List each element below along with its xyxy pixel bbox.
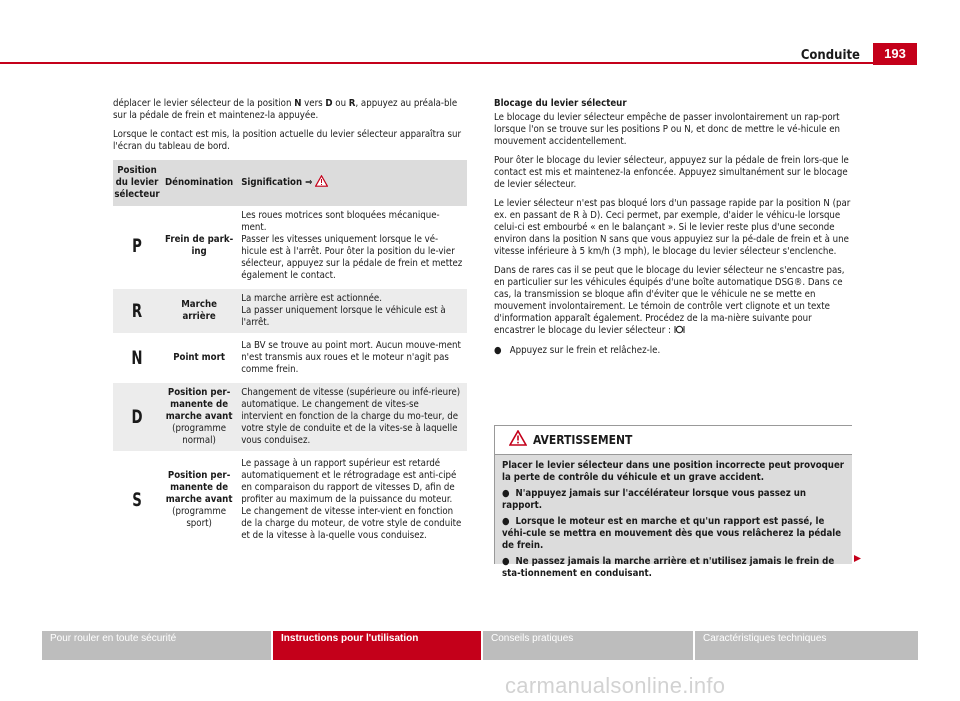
table-row	[113, 453, 467, 548]
col-meaning-header: Signification ⇒	[237, 160, 467, 206]
blocking-paragraph-3: Le levier sélecteur n'est pas bloqué lors d'un passage rapide par la position N (par ex. en passant de R à D). Ceci permet, par exemple, d'aider le véhicu-le lorsque celui-ci est embourbé « en le balançant ». Si le levier reste plus d'une seconde environ dans la position N sans que vous appuyiez sur la pé-dale de frein et à une vitesse inférieure à 5 km/h (3 mph), le blocage du levier sélecteur s'enclenche.	[494, 198, 851, 257]
col-name-header: Dénomination	[161, 160, 237, 206]
gear-name	[161, 206, 237, 288]
table-row	[113, 335, 467, 382]
table-row	[113, 206, 467, 288]
gear-name-sub: (programme normal)	[172, 423, 227, 446]
footer-tab-instructions[interactable]: Instructions pour l'utilisation	[273, 631, 481, 660]
warning-header	[495, 426, 852, 455]
gear-symbol: N	[131, 347, 143, 369]
warning-bullet: ● Ne passez jamais la marche arrière et n'utilisez jamais le frein de sta-tionnement en conduisant.	[502, 556, 835, 579]
warning-line: Placer le levier sélecteur dans une position incorrecte peut provoquer la perte de contrôle du véhicule et un grave accident.	[502, 460, 845, 483]
continue-arrow-icon	[853, 548, 862, 567]
table-row	[113, 382, 467, 453]
gear-meaning: Changement de vitesse (supérieure ou infé-rieure) automatique. Le changement de vites-se intervient en fonction de la charge du mo-teur, de votre style de conduite et de la vites-se à laquelle vous conduisez.	[241, 387, 461, 446]
gear-name-text: Position per-manente de marche avant	[165, 387, 233, 422]
warning-bullet: ● N'appuyez jamais sur l'accélérateur lorsque vous passez un rapport.	[502, 488, 807, 511]
gear-name-text: Frein de park-ing	[165, 234, 234, 257]
gear-symbol: S	[132, 489, 142, 511]
warning-triangle-icon	[315, 175, 328, 191]
warning-box	[494, 425, 852, 579]
page-number: 193	[873, 43, 917, 65]
gear-symbol: D	[131, 406, 143, 428]
gear-name-text: Point mort	[173, 352, 225, 363]
gear-symbol: P	[132, 235, 142, 257]
intro-paragraph: déplacer le levier sélecteur de la position N vers D ou R, appuyez au préala-ble sur la pédale de frein et maintenez-la appuyée.	[113, 98, 458, 121]
blocking-paragraph-4: Dans de rares cas il se peut que le blocage du levier sélecteur ne s'encastre pas, en particulier sur les véhicules équipés d'une boîte automatique DSG®. Dans ce cas, la transmission se bloque afin d'éviter que le véhicule ne se mette en mouvement involontairement. Le témoin de contrôle vert clignote et un texte d'information apparaît également. Procédez de la ma-nière suivante pour encastrer le blocage du levier sélecteur :	[494, 265, 845, 336]
col-position-header: Position du levier sélecteur	[113, 160, 161, 206]
gear-name-text: Marche arrière	[181, 299, 217, 322]
bullet-item: ● Appuyez sur le frein et relâchez-le.	[494, 345, 661, 356]
warning-triangle-icon	[509, 430, 527, 450]
watermark: carmanualsonline.info	[505, 673, 726, 698]
warning-body	[495, 455, 852, 579]
gear-name	[161, 453, 237, 548]
display-paragraph: Lorsque le contact est mis, la position actuelle du levier sélecteur apparaîtra sur l'écran du tableau de bord.	[113, 129, 462, 152]
section-heading: Blocage du levier sélecteur	[494, 98, 627, 109]
chapter-title: Conduite	[800, 48, 860, 63]
gear-name	[161, 335, 237, 382]
warning-title: AVERTISSEMENT	[533, 433, 633, 447]
blocking-paragraph-2: Pour ôter le blocage du levier sélecteur, appuyez sur la pédale de frein lors-que le contact est mis et maintenez-la enfoncée. Appuyez simultanément sur le blocage de levier sélecteur.	[494, 155, 849, 190]
footer-tab-safety[interactable]: Pour rouler en toute sécurité	[42, 631, 271, 660]
gear-symbol: R	[131, 300, 143, 322]
right-column	[494, 98, 854, 364]
gear-meaning: La BV se trouve au point mort. Aucun mouve-ment n'est transmis aux roues et le moteur n'agit pas comme frein.	[241, 340, 461, 375]
gear-meaning: Les roues motrices sont bloquées mécanique-ment. Passer les vitesses uniquement lorsque le vé-hicule est à l'arrêt. Pour ôter la position du le-vier sélecteur, appuyez sur la pédale de frein et mettez également le contact.	[241, 210, 463, 281]
gear-meaning: Le passage à un rapport supérieur est retardé automatiquement et le rétrogradage est anti-cipé en comparaison du rapport de vitesses D, afin de profiter au maximum de la puissance du moteur. Le changement de vitesse inter-vient en fonction de la charge du moteur, de votre style de conduite et de la vitesse à la-quelle vous conduisez.	[241, 458, 462, 541]
gear-name	[161, 382, 237, 453]
warning-bullet: ● Lorsque le moteur est en marche et qu'un rapport est passé, le véhi-cule se mettra en mouvement dès que vous relâcherez la pédale de frein.	[502, 516, 842, 551]
green-indicator-icon	[674, 325, 685, 338]
footer-tab-specs[interactable]: Caractéristiques techniques	[695, 631, 918, 660]
gear-position-table	[113, 160, 467, 549]
table-header-row	[113, 160, 467, 206]
gear-name-sub: (programme sport)	[172, 506, 227, 529]
blocking-paragraph-1: Le blocage du levier sélecteur empêche de passer involontairement un rap-port lorsque l'on se trouve sur les positions P ou N, et donc de mettre le vé-hicule en mouvement accidentellement.	[494, 112, 841, 147]
gear-name-text: Position per-manente de marche avant	[165, 470, 233, 505]
gear-meaning: La marche arrière est actionnée. La passer uniquement lorsque le véhicule est à l'arrêt.	[241, 293, 446, 328]
table-row	[113, 288, 467, 335]
gear-name	[161, 288, 237, 335]
left-column	[113, 98, 467, 549]
header-rule	[0, 62, 895, 64]
footer-tab-tips[interactable]: Conseils pratiques	[483, 631, 693, 660]
